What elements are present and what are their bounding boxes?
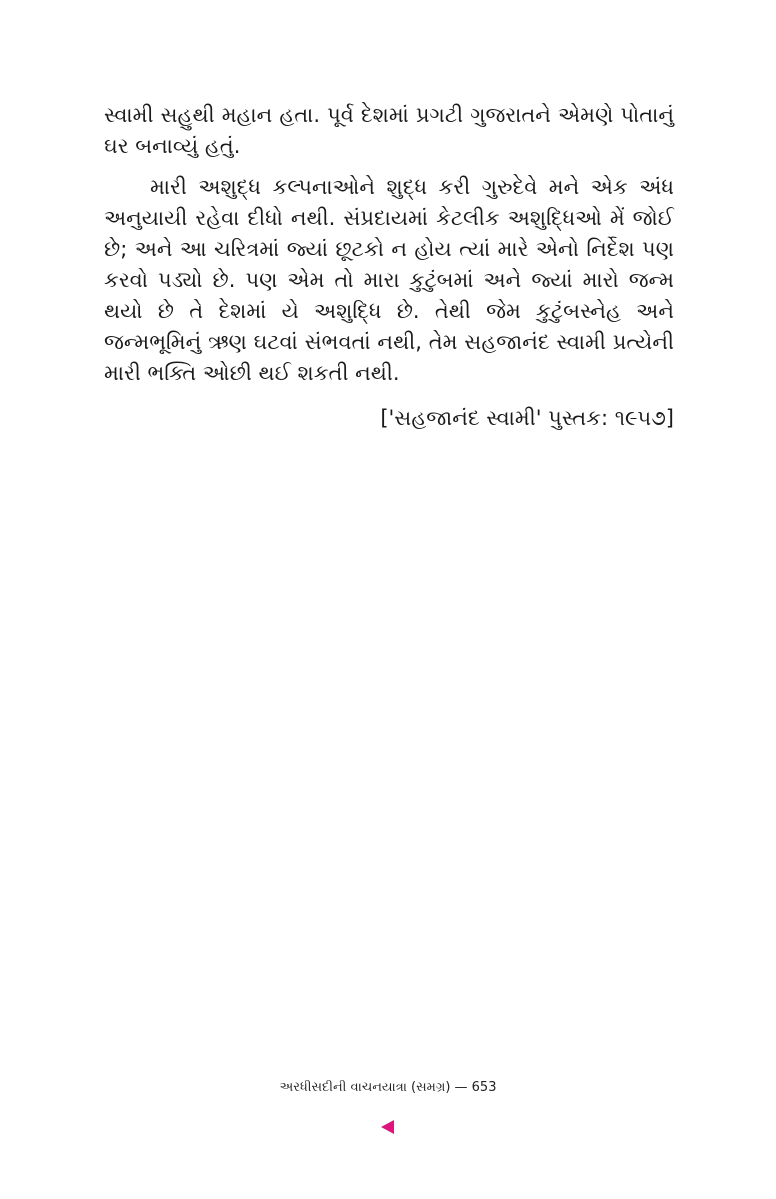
- paragraph-2: મારી અશુદ્ધ કલ્પનાઓને શુદ્ધ કરી ગુરુદેવે મને એક અંધ અનુયાયી રહેવા દીધો નથી. સંપ્રદાયમાં કેટલીક અશુદ્ધિઓ મેં જોઈ છે; અને આ ચરિત્રમાં જ્યાં છૂટકો ન હોય ત્યાં મારે એનો નિર્દેશ પણ કરવો પડ્યો છે. પણ એમ તો મારા કુટુંબમાં અને જ્યાં મારો જન્મ થયો છે તે દેશમાં યે અશુદ્ધિ છે. તેથી જેમ કુટુંબસ્નેહ અને જન્મભૂમિનું ઋણ ઘટવાં સંભવતાં નથી, તેમ સહજાનંદ સ્વામી પ્રત્યેની મારી ભક્તિ ઓછી થઈ શકતી નથી.: [104, 175, 674, 385]
- paragraph-1: સ્વામી સહુથી મહાન હતા. પૂર્વ દેશમાં પ્રગટી ગુજરાતને એમણે પોતાનું ઘર બનાવ્યું હતું.: [104, 103, 674, 158]
- citation: ['સહજાનંદ સ્વામી' પુસ્તક: ૧૯૫૭]: [380, 406, 674, 430]
- page-footer: અરધીસદીની વાચનયાત્રા (સમગ્ર) — 653: [279, 1080, 497, 1095]
- page-body: [104, 100, 674, 434]
- previous-page-arrow-icon[interactable]: [381, 1120, 394, 1134]
